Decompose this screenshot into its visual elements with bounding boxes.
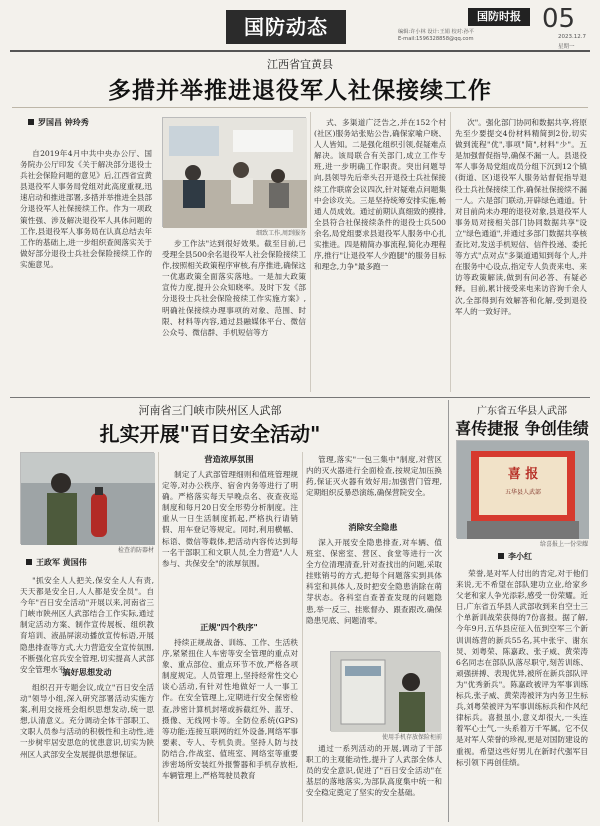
poster-heading: 喜 报 bbox=[507, 467, 539, 482]
divider bbox=[450, 112, 451, 392]
article2-col2a bbox=[162, 469, 298, 619]
article1-title: 多措并举推进退役军人社保接续工作 bbox=[108, 78, 492, 104]
article2-subhead3: 正规"四个秩序" bbox=[200, 622, 258, 632]
article3-title: 喜传捷报 争创佳绩 bbox=[455, 419, 589, 438]
article3-body-text: 荣誉,是对军人付出的肯定,对于他们来说,无不希望在部队建功立业,给家乡父老和家人争光添彩,感受一份荣耀。近日,广东省五华县人武部收到来自空士三个单新训战荣获得的7份喜报。据了解,今年9月,五华县应征入伍到空军三个新训训练营的新兵55名,其中张宇、谢东炅、刘粤荣、陈嘉政、张子威、黄荣涛6名同志在部队队落尽职守,刻苦训练、顽强拼搏、表现优异,被所在新兵部队评为"优秀新兵"。陈嘉政被评为军事训练标兵,张子威、黄荣涛被评为内务卫生标兵,刘粤荣被评为军事训练标兵和作风纪律标兵。喜报虽小,意义却很大,一头连着军心士气,一头系着万千军属。它不仅是对军人荣誉的珍视,更是对国防建设的重视。希望这些好男儿在新时代强军目标引领下再创佳绩。 bbox=[456, 569, 588, 767]
paper-name: 国防时报 bbox=[468, 8, 530, 26]
article3-body bbox=[456, 568, 588, 821]
article2-col3c-text: 通过一系列活动的开展,调动了干部职工的主观能动性,提升了人武部全体人员的安全意识,促进了"百日安全活动"在基层的落地落实,为部队高度集中统一和安全稳定奠定了坚实的安全基础。 bbox=[306, 744, 442, 798]
article2-photo1 bbox=[20, 452, 154, 544]
article1-col3 bbox=[314, 117, 446, 392]
section-rule bbox=[10, 397, 590, 398]
title-rule bbox=[12, 107, 588, 108]
article1-col2-text: 步工作法"达到很好效果。截至目前,已受理全县500余名退役军人社会保险接续工作,按照相关政策程序审核,有序推进,确保这一优惠政策全面落实落地。一是加大政策宣传力度,提升公众知晓率。及时下发《部分退役士兵社会保险接续工作实施方案》,明确社保接续办理事项的对象、范围、时限、材料等内容,通过县融媒体平台、微信公众号、微信群、手机短信等方 bbox=[162, 239, 306, 337]
article2-col2b-text: 持续正规战备、训练、工作、生活秩序,紧紧扭住人车密等安全管理的重点对象、重点部位、重点环节不放,严格各项制度规定。人员管理上,坚持经常性交心谈心活动,有针对性地做好一人一事工作。在安全管理上,定期进行安全保密检查,涉密计算机封堵或拆截红外、蓝牙、摄像、无线网卡等。全防位系统(GPS)等功能;连接互联网的红外设备,网络军事要素、专人、专机负责。坚持人防与技防结合,作战室、值班室、网络室等重要涉密场所安装红外报警器和手机存放柜,车辆管理上,严格驾驶员教育 bbox=[162, 638, 298, 781]
article1-author: 罗国昌 钟玲秀 bbox=[28, 117, 168, 128]
weekday: 星期一 bbox=[558, 44, 575, 50]
page-number: 05 bbox=[542, 4, 576, 34]
article1-photo bbox=[162, 117, 306, 227]
article3-kicker: 广东省五华县人武部 bbox=[477, 406, 567, 417]
article2-col1-text: "抓安全人人把关,保安全人人有责,天天都是安全日,人人都是安全员"。自今年"百日安全活动"开展以来,河南省三门峡市陕州区人武部结合工作实际,通过制定活动方案、制作宣传展板、组织教育培训、液晶屏滚动播放宣传标语,开展隐患排查等方式,大力营造安全宣传氛围,不断强化官兵安全管理,切实提高人武部安全管理水平。 bbox=[20, 576, 154, 674]
header-rule bbox=[10, 50, 590, 52]
article2-col3a-text: 管理,落实"一包三集中"制度,对营区内的灭火器进行全面检查,按规定加压换药,保证灭火器有效好用;加强营门管理,定期组织反暴恐演练,确保营院安全。 bbox=[306, 455, 442, 498]
article2-col1b bbox=[20, 682, 154, 820]
phone-storage-cabinet-image bbox=[331, 652, 441, 732]
article2-col1b-text: 组织召开专题会议,成立"百日安全活动"领导小组,深入研究部署活动实施方案,利用交接班会组织思想发动,统一思想,认清意义。充分调动全体干部职工、文职人员参与活动的积极性和主动性,进一步树牢居安思危的忧患意识,切实为陕州区人武部安全发展提供思想保证。 bbox=[20, 683, 154, 759]
section-title: 国防动态 bbox=[244, 15, 328, 39]
article3-photo bbox=[456, 440, 588, 538]
article2-author: 王政军 黄国伟 bbox=[26, 557, 156, 568]
article2-subhead1: 搞好思想发动 bbox=[62, 667, 112, 677]
article2-col2b bbox=[162, 637, 298, 820]
article2-photo2 bbox=[330, 651, 440, 731]
article2-col3b bbox=[306, 537, 442, 647]
article2-photo2-caption: 使用手机存放保险柜前 bbox=[381, 734, 442, 741]
article1-col1 bbox=[20, 148, 152, 392]
article2-kicker: 河南省三门峡市陕州区人武部 bbox=[138, 404, 282, 417]
article2-photo1-caption: 检查消防器材 bbox=[117, 547, 154, 554]
article1-kicker: 江西省宜黄县 bbox=[267, 58, 333, 71]
poster-body: 五华县人武部 bbox=[504, 489, 541, 496]
edition-info: 编辑:许小林 设计:王娟 校对:孙平 bbox=[398, 29, 474, 35]
article2-subhead2: 营造浓厚氛围 bbox=[204, 454, 254, 464]
email: E-mail:1596328858@qq.com bbox=[398, 36, 474, 42]
divider bbox=[310, 112, 311, 392]
divider bbox=[302, 452, 303, 822]
divider bbox=[448, 400, 449, 822]
article3-author: 李小红 bbox=[498, 551, 588, 562]
divider bbox=[158, 452, 159, 822]
soldier-checking-extinguisher-image bbox=[21, 453, 155, 545]
office-scene-image bbox=[163, 118, 307, 228]
article2-subhead4: 消除安全隐患 bbox=[348, 522, 398, 532]
article2-col3a bbox=[306, 454, 442, 520]
article1-col4-text: 次"。强化部门协同和数据共享,将原先至少要提交4份材料精简到2份,切实做到流程"优",事项"简",材料"少"。五是加强督促指导,确保不漏一人。县退役军人事务局党组成员分组下沉到12个镇(街道、区)退役军人服务站督促指导退役士兵社保接续工作,确保社保接续不漏一人。六是部门联动,开辟绿色通道。针对目前尚未办理的退役对象,县退役军人事务局对接相关部门协同数据共享"设立"绿色通道",并通过多部门数据共享核查比对,发送手机短信、信件投递、委托等方式"点对点"多渠道通知到每个人,并在服务中心设点,指定专人负责来电、来访等政策解读,做到有问必答、有疑必释。目前,累计接受来电来访咨询千余人次,全部得到有效解答和化解,受到退役军人的一致好评。 bbox=[455, 118, 587, 316]
article2-col3c bbox=[306, 743, 442, 821]
article1-col1-text: 自2019年4月中共中央办公厅、国务院办公厅印发《关于解决部分退役士兵社会保险问题的意见》后,江西省宜黄县退役军人事务局党组对此高度重视,迅速启动和推进部署,多措并举推进全县部分退役军人社保接续工作。作为一项政策性强、涉及解决退役军人具体问题的工作,县退役军人事务局在认真总结去年工作的基础上,进一步组织查阅落实关于做好部分退役士兵社会保险接续工作的实施意见。 bbox=[20, 149, 152, 269]
article1-col4 bbox=[455, 117, 587, 392]
issue-date: 2023.12.7 bbox=[558, 34, 586, 40]
article2-title: 扎实开展"百日安全活动" bbox=[99, 422, 321, 446]
article3-photo-caption: 给喜报上一份荣耀 bbox=[539, 541, 588, 548]
article1-photo-caption: 细致工作,周到服务 bbox=[256, 230, 306, 237]
article1-col2 bbox=[162, 238, 306, 392]
article2-col3b-text: 深入开展安全隐患排查,对车辆、值班室、保密室、营区、食堂等进行一次全方位清理清查,针对查找出的问题,采取挂账销号的方式,把每个问题落实到具体科室和具体人,及时把安全隐患消除在萌芽状态。各科室自查普查发现的问题隐患,举一反三、挂账督办、跟查跟改,确保隐患见底、问题清零。 bbox=[306, 538, 442, 625]
article1-col3-text: 式、多渠道广泛告之,并在152个村(社区)服务站张贴公告,确保家喻户晓、人人皆知。二是强化组织引领,促疑难点解决。该局联合有关部门,成立工作专班,进一步明确工作职责。突出问题导向,县领导先后牵头召开退役士兵社保接续工作联席会议四次,针对疑难点问题集中会诊攻关。三是坚持统筹安排实施,畅通人员成效。通过前期认真细致的摸排,全县符合社保接续条件的退役士兵500余名,局党组要求县退役军人服务中心扎实推进。四是精简办事流程,简化办理程序,推行"让退役军人少跑腿"的服务目标和理念,力争"最多跑一 bbox=[314, 118, 446, 272]
article2-col2a-text: 制定了人武部管理细则和值班管理规定等,对办公秩序、宿舍内务等进行了明确。严格落实每天早晚点名、夜查夜巡制度和每月20日安全形势分析制度。注重从一日生活制度抓起,严格执行请销假、用车登记等规定。同时,利用横幅、标语、微信等载体,把活动内容传达到每一名干部职工和文职人员,全力营造"人人参与、共保安全"的浓厚氛围。 bbox=[162, 470, 298, 568]
